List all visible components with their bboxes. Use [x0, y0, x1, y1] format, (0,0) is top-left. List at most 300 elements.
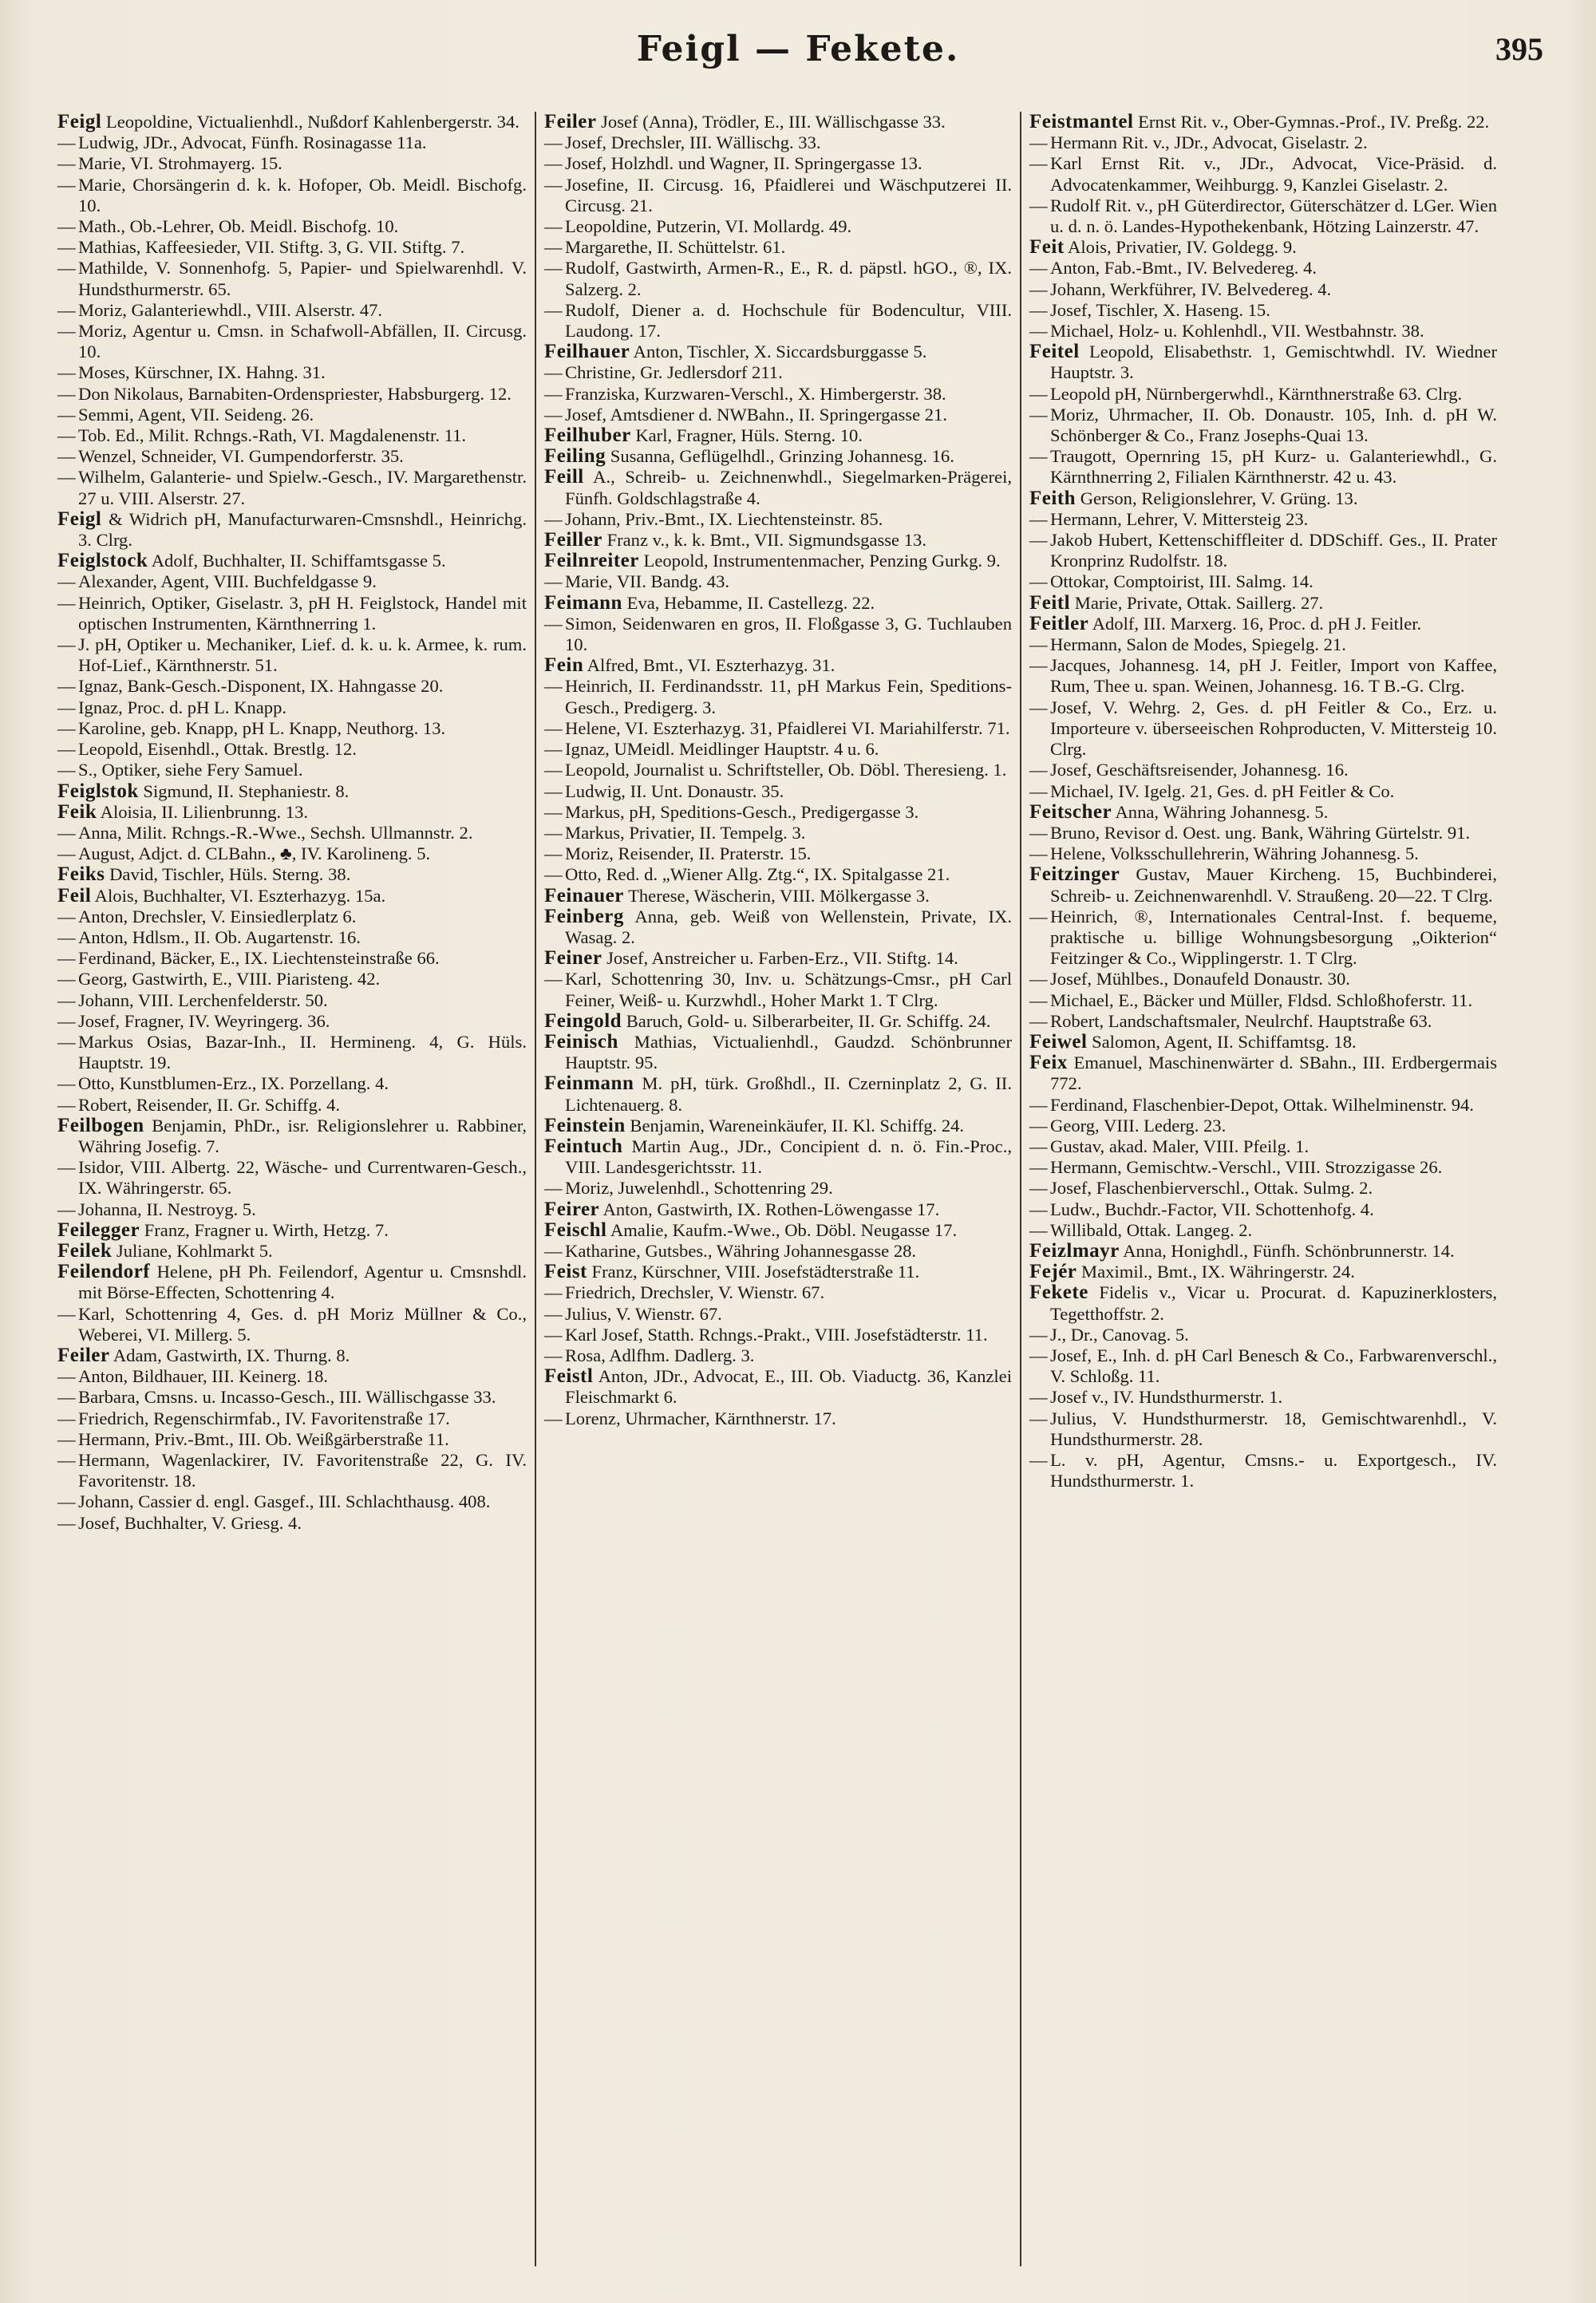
ditto-dash: — [57, 990, 76, 1010]
ditto-dash: — [57, 592, 76, 613]
directory-entry [1029, 1116, 1497, 1136]
ditto-dash: — [1029, 571, 1048, 592]
entry-surname: Feiks [57, 863, 105, 886]
entry-details: Karl Ernst Rit. v., JDr., Advocat, Vice-Präsid. d. Advocatenkammer, Weihburgg. 9, Kanzlei Giselastr. 2. [1050, 153, 1497, 195]
entry-surname: Feiner [544, 947, 602, 970]
directory-entry [57, 216, 527, 237]
ditto-dash: — [57, 969, 76, 990]
directory-entry [1029, 1136, 1497, 1157]
ditto-dash: — [1029, 634, 1048, 655]
entry-details: Rudolf, Gastwirth, Armen-R., E., R. d. päpstl. hGO., ®, IX. Salzerg. 2. [565, 258, 1012, 299]
entry-surname: Feirer [544, 1198, 600, 1220]
directory-entry [544, 300, 1012, 342]
directory-entry-headword [57, 864, 527, 885]
directory-entry [57, 1157, 527, 1199]
directory-entry [544, 760, 1012, 780]
entry-details: Karl, Fragner, Hüls. Sterng. 10. [635, 425, 863, 446]
entry-details: Gustav, akad. Maler, VIII. Pfeilg. 1. [1050, 1136, 1310, 1156]
directory-entry-headword [1029, 1241, 1497, 1262]
entry-details: Ludwig, II. Unt. Donaustr. 35. [565, 780, 784, 801]
entry-details: Ferdinand, Bäcker, E., IX. Liechtensteinstraße 66. [78, 948, 440, 969]
entry-details: Wilhelm, Galanterie- und Spielw.-Gesch., IV. Margarethenstr. 27 u. VIII. Alserstr. 27. [78, 467, 527, 508]
entry-details: Julius, V. Hundsthurmerstr. 18, Gemischtwarenhdl., V. Hundsthurmerstr. 28. [1050, 1408, 1497, 1449]
ditto-dash: — [1029, 655, 1048, 676]
entry-surname: Feinstein [544, 1114, 626, 1136]
ditto-dash: — [1029, 780, 1048, 801]
entry-details: Josef, Tischler, X. Haseng. 15. [1050, 299, 1270, 320]
directory-entry [544, 571, 1012, 592]
entry-details: Ernst Rit. v., Ober-Gymnas.-Prof., IV. Preßg. 22. [1138, 112, 1490, 132]
entry-details: Josef, Flaschenbierverschl., Ottak. Sulmg. 2. [1050, 1178, 1373, 1199]
entry-details: Karl, Schottenring 30, Inv. u. Schätzungs-Cmsr., pH Carl Feiner, Weiß- u. Kurzwhdl., Hoher Markt 1. T Clrg. [565, 969, 1012, 1010]
entry-surname: Feintuch [544, 1135, 623, 1157]
directory-entry [57, 593, 527, 634]
entry-details: Ferdinand, Flaschenbier-Depot, Ottak. Wilhelminenstr. 94. [1050, 1094, 1474, 1115]
directory-entry [1029, 384, 1497, 405]
directory-entry-headword [1029, 1053, 1497, 1094]
entry-details: Marie, VI. Strohmayerg. 15. [78, 153, 282, 174]
directory-entry [544, 153, 1012, 174]
entry-details: Traugott, Opernring 15, pH Kurz- u. Galanteriewhdl., G. Kärnthnerring 2, Filialen Kärnthnerstr. 42 u. 43. [1050, 446, 1497, 488]
ditto-dash: — [57, 822, 76, 843]
directory-entry [1029, 760, 1497, 780]
directory-entry [57, 237, 527, 258]
directory-entry [57, 760, 527, 780]
entry-details: S., Optiker, siehe Fery Samuel. [78, 760, 303, 780]
entry-details: Marie, VII. Bandg. 43. [565, 571, 730, 592]
entry-details: Leopoldine, Victualienhdl., Nußdorf Kahlenbergerstr. 34. [105, 112, 519, 132]
ditto-dash: — [57, 1199, 76, 1219]
directory-entry [1029, 405, 1497, 446]
ditto-dash: — [1029, 1408, 1048, 1428]
ditto-dash: — [1029, 258, 1048, 278]
ditto-dash: — [544, 843, 563, 864]
directory-entry [57, 467, 527, 508]
entry-details: Moriz, Reisender, II. Praterstr. 15. [565, 843, 812, 864]
entry-details: Mathias, Victualienhdl., Gaudzd. Schönbrunner Hauptstr. 95. [565, 1031, 1012, 1073]
entry-surname: Feiglstock [57, 550, 148, 572]
ditto-dash: — [544, 216, 563, 237]
entry-details: Leopold pH, Nürnbergerwhdl., Kärnthnerstraße 63. Clrg. [1050, 383, 1463, 404]
entry-details: Marie, Private, Ottak. Saillerg. 27. [1074, 592, 1324, 613]
entry-surname: Feingold [544, 1009, 622, 1032]
directory-entry-headword [57, 112, 527, 132]
ditto-dash: — [544, 1324, 563, 1345]
entry-surname: Feiler [57, 1344, 110, 1366]
entry-details: Ignaz, UMeidl. Meidlinger Hauptstr. 4 u. 6. [565, 739, 879, 760]
directory-entry [544, 509, 1012, 530]
directory-entry [544, 1241, 1012, 1262]
entry-details: A., Schreib- u. Zeichnenwhdl., Siegelmarken-Prägerei, Fünfh. Goldschlagstraße 4. [565, 467, 1012, 508]
ditto-dash: — [1029, 1115, 1048, 1136]
ditto-dash: — [57, 1031, 76, 1052]
ditto-dash: — [1029, 383, 1048, 404]
entry-details: Michael, E., Bäcker und Müller, Fldsd. Schloßhoferstr. 11. [1050, 990, 1473, 1010]
entry-details: Adolf, III. Marxerg. 16, Proc. d. pH J. Feitler. [1092, 613, 1422, 634]
directory-entry [1029, 823, 1497, 843]
ditto-dash: — [1029, 1324, 1048, 1345]
entry-details: Heinrich, II. Ferdinandsstr. 11, pH Markus Fein, Speditions-Gesch., Predigerg. 3. [565, 676, 1012, 717]
entry-details: Georg, Gastwirth, E., VIII. Piaristeng. 42. [78, 969, 381, 990]
ditto-dash: — [57, 571, 76, 592]
entry-surname: Feith [1029, 487, 1077, 509]
directory-entry [1029, 571, 1497, 592]
entry-details: Heinrich, ®, Internationales Central-Inst. f. bequeme, praktische u. billige Wohnungsbesorgung „Oikterion“ Feitzinger & Co., Wipplingerstr. 1. T Clrg. [1050, 906, 1497, 969]
entry-details: Leopold, Eisenhdl., Ottak. Brestlg. 12. [78, 739, 357, 760]
entry-details: Wenzel, Schneider, VI. Gumpendorferstr. 35. [78, 446, 404, 467]
entry-details: Ignaz, Proc. d. pH L. Knapp. [78, 697, 287, 717]
entry-surname: Feimann [544, 591, 622, 614]
entry-details: Rosa, Adlfhm. Dadlerg. 3. [565, 1345, 755, 1365]
directory-entry [57, 1450, 527, 1491]
ditto-dash: — [544, 362, 563, 383]
ditto-dash: — [1029, 822, 1048, 843]
ditto-dash: — [1029, 843, 1048, 864]
ditto-dash: — [57, 948, 76, 969]
directory-entry [57, 739, 527, 760]
entry-surname: Feik [57, 800, 97, 823]
directory-entry-headword [1029, 342, 1497, 383]
directory-entry [544, 1304, 1012, 1325]
directory-entry [1029, 132, 1497, 153]
entry-surname: Feiller [544, 529, 602, 551]
directory-entry [57, 405, 527, 425]
ditto-dash: — [544, 613, 563, 634]
directory-entry [544, 1282, 1012, 1303]
entry-details: Otto, Red. d. „Wiener Allg. Ztg.“, IX. Spitalgasse 21. [565, 864, 950, 885]
ditto-dash: — [1029, 1387, 1048, 1408]
directory-entry-headword [544, 1366, 1012, 1408]
directory-entry [544, 405, 1012, 425]
directory-entry-headword [544, 112, 1012, 132]
ditto-dash: — [57, 1010, 76, 1031]
directory-entry [57, 907, 527, 927]
entry-details: Semmi, Agent, VII. Seideng. 26. [78, 404, 314, 425]
ditto-dash: — [1029, 760, 1048, 780]
entry-details: Julius, V. Wienstr. 67. [565, 1303, 722, 1324]
entry-details: Moriz, Uhrmacher, II. Ob. Donaustr. 105, Inh. d. pH W. Schönberger & Co., Franz Josephs-Quai 13. [1050, 404, 1497, 446]
directory-entry [1029, 446, 1497, 488]
entry-details: Georg, VIII. Lederg. 23. [1050, 1115, 1227, 1136]
entry-surname: Feitscher [1029, 800, 1112, 823]
entry-details: Hermann, Priv.-Bmt., III. Ob. Weißgärberstraße 11. [78, 1428, 449, 1449]
entry-surname: Fein [544, 654, 584, 677]
entry-details: Maximil., Bmt., IX. Währingerstr. 24. [1081, 1262, 1355, 1282]
entry-details: Josef, Drechsler, III. Wällischg. 33. [565, 132, 821, 153]
ditto-dash: — [57, 467, 76, 488]
entry-surname: Fejér [1029, 1261, 1077, 1283]
entry-details: Johann, VIII. Lerchenfelderstr. 50. [78, 990, 328, 1010]
directory-entry-headword [544, 342, 1012, 362]
ditto-dash: — [57, 1094, 76, 1115]
entry-details: Josef, Amtsdiener d. NWBahn., II. Springergasse 21. [565, 404, 947, 425]
entry-surname: Fekete [1029, 1282, 1088, 1304]
ditto-dash: — [544, 174, 563, 195]
directory-entry-headword [544, 425, 1012, 446]
entry-details: Sigmund, II. Stephaniestr. 8. [143, 780, 350, 801]
ditto-dash: — [544, 1282, 563, 1303]
entry-surname: Feit [1029, 236, 1065, 259]
ditto-dash: — [57, 404, 76, 425]
ditto-dash: — [544, 822, 563, 843]
directory-entry-headword [544, 1220, 1012, 1241]
ditto-dash: — [57, 760, 76, 780]
entry-surname: Feilegger [57, 1219, 140, 1241]
directory-entry [1029, 530, 1497, 571]
entry-surname: Feitel [1029, 341, 1080, 363]
entry-details: Bruno, Revisor d. Oest. ung. Bank, Währing Gürtelstr. 91. [1050, 822, 1471, 843]
directory-entry-headword [544, 1116, 1012, 1136]
entry-details: J., Dr., Canovag. 5. [1050, 1324, 1189, 1345]
directory-entry [57, 1032, 527, 1073]
directory-entry-headword [544, 467, 1012, 508]
ditto-dash: — [57, 299, 76, 320]
ditto-dash: — [544, 1408, 563, 1428]
directory-entry [1029, 1450, 1497, 1491]
entry-details: Gerson, Religionslehrer, V. Grüng. 13. [1080, 488, 1358, 508]
directory-entry-headword [1029, 614, 1497, 634]
entry-details: Hermann, Salon de Modes, Spiegelg. 21. [1050, 634, 1346, 655]
ditto-dash: — [544, 801, 563, 822]
entry-surname: Feigl [57, 508, 102, 530]
entry-details: Robert, Reisender, II. Gr. Schiffg. 4. [78, 1094, 341, 1115]
entry-surname: Feizlmayr [1029, 1239, 1120, 1262]
ditto-dash: — [1029, 1010, 1048, 1031]
entry-details: Isidor, VIII. Albertg. 22, Wäsche- und Currentwaren-Gesch., IX. Währingerstr. 65. [78, 1157, 527, 1199]
directory-entry [57, 823, 527, 843]
directory-entry [1029, 1178, 1497, 1199]
directory-entry-headword [544, 1199, 1012, 1220]
ditto-dash: — [1029, 1345, 1048, 1365]
entry-details: Hermann, Lehrer, V. Mittersteig 23. [1050, 508, 1309, 529]
directory-entry [544, 175, 1012, 216]
ditto-dash: — [544, 404, 563, 425]
ditto-dash: — [1029, 1094, 1048, 1115]
directory-entry-headword [1029, 112, 1497, 132]
ditto-dash: — [544, 299, 563, 320]
entry-surname: Feilbogen [57, 1114, 144, 1136]
directory-entry [544, 781, 1012, 802]
directory-entry [57, 676, 527, 697]
ditto-dash: — [57, 906, 76, 926]
entry-surname: Feilnreiter [544, 550, 639, 572]
directory-entry [1029, 697, 1497, 760]
entry-surname: Feistmantel [1029, 112, 1134, 132]
directory-entry-headword [544, 886, 1012, 907]
ditto-dash: — [57, 1073, 76, 1094]
directory-entry [1029, 1325, 1497, 1345]
ditto-dash: — [544, 237, 563, 258]
entry-details: Anna, Währing Johannesg. 5. [1115, 801, 1329, 822]
entry-details: Leopold, Journalist u. Schriftsteller, Ob. Döbl. Theresieng. 1. [565, 760, 1007, 780]
entry-details: Alois, Buchhalter, VI. Eszterhazyg. 15a. [94, 885, 386, 906]
directory-entry [544, 384, 1012, 405]
entry-details: Rudolf Rit. v., pH Güterdirector, Güterschätzer d. LGer. Wien u. d. n. ö. Landes-Hypothekenbank, Hötzing Lainzerstr. 47. [1050, 195, 1497, 237]
ditto-dash: — [1029, 508, 1048, 529]
entry-details: Fidelis v., Vicar u. Procurat. d. Kapuzinerklosters, Tegetthoffstr. 2. [1050, 1282, 1497, 1324]
directory-entry [1029, 1199, 1497, 1220]
entry-details: Salomon, Agent, II. Schiffamtsg. 18. [1092, 1031, 1357, 1052]
ditto-dash: — [544, 969, 563, 990]
ditto-dash: — [1029, 530, 1048, 551]
directory-entry [544, 1408, 1012, 1429]
entry-surname: Feiling [544, 445, 606, 468]
entry-details: Mathias, Kaffeesieder, VII. Stiftg. 3, G. VII. Stiftg. 7. [78, 237, 465, 258]
ditto-dash: — [57, 174, 76, 195]
entry-details: Hermann, Wagenlackirer, IV. Favoritenstraße 22, G. IV. Favoritenstr. 18. [78, 1450, 527, 1491]
ditto-dash: — [57, 1512, 76, 1533]
directory-entry [57, 446, 527, 467]
directory-entry [1029, 300, 1497, 321]
ditto-dash: — [57, 1491, 76, 1512]
directory-entry-headword [57, 551, 527, 571]
entry-details: Franz, Fragner u. Wirth, Hetzg. 7. [144, 1219, 389, 1240]
directory-entry [57, 571, 527, 592]
directory-entry-headword [544, 530, 1012, 551]
entry-details: Franziska, Kurzwaren-Verschl., X. Himbergerstr. 38. [565, 383, 946, 404]
ditto-dash: — [57, 1366, 76, 1387]
ditto-dash: — [1029, 990, 1048, 1010]
directory-entry [1029, 781, 1497, 802]
ditto-dash: — [1029, 132, 1048, 153]
ditto-dash: — [57, 258, 76, 278]
entry-details: Alexander, Agent, VIII. Buchfeldgasse 9. [78, 571, 377, 592]
entry-surname: Feitler [1029, 612, 1089, 634]
ditto-dash: — [544, 1303, 563, 1324]
directory-entry [57, 1513, 527, 1534]
entry-surname: Feist [544, 1261, 587, 1283]
running-title: Feigl — Fekete. [636, 29, 960, 69]
ditto-dash: — [57, 425, 76, 446]
ditto-dash: — [1029, 153, 1048, 174]
entry-details: Josef, Geschäftsreisender, Johannesg. 16. [1050, 760, 1349, 780]
directory-entry [1029, 655, 1497, 697]
entry-details: Tob. Ed., Milit. Rchngs.-Rath, VI. Magdalenenstr. 11. [78, 425, 467, 446]
entry-details: Moriz, Juwelenhdl., Schottenring 29. [565, 1178, 833, 1199]
entry-details: Therese, Wäscherin, VIII. Mölkergasse 3. [628, 885, 930, 906]
directory-entry-headword [1029, 237, 1497, 258]
entry-details: Markus, pH, Speditions-Gesch., Predigergasse 3. [565, 801, 919, 822]
directory-entry-headword [1029, 1262, 1497, 1282]
ditto-dash: — [544, 571, 563, 592]
directory-entry [57, 132, 527, 153]
ditto-dash: — [1029, 446, 1048, 467]
entry-details: Benjamin, Wareneinkäufer, II. Kl. Schiffg. 24. [630, 1115, 965, 1136]
entry-surname: Feinberg [544, 905, 624, 927]
entry-details: Benjamin, PhDr., isr. Religionslehrer u. Rabbiner, Währing Josefig. 7. [78, 1115, 527, 1156]
entry-details: Michael, IV. Igelg. 21, Ges. d. pH Feitler & Co. [1050, 780, 1395, 801]
ditto-dash: — [57, 383, 76, 404]
directory-entry-headword [544, 1032, 1012, 1073]
ditto-dash: — [1029, 969, 1048, 990]
ditto-dash: — [1029, 1199, 1048, 1219]
entry-details: Josef, Fragner, IV. Weyringerg. 36. [78, 1010, 330, 1031]
directory-entry [57, 969, 527, 990]
entry-details: Josef, E., Inh. d. pH Carl Benesch & Co., Farbwarenverschl., V. Schloßg. 11. [1050, 1345, 1497, 1387]
entry-details: Eva, Hebamme, II. Castellezg. 22. [626, 592, 875, 613]
ditto-dash: — [1029, 404, 1048, 425]
directory-entry [544, 676, 1012, 717]
column-2 [535, 112, 1020, 2266]
entry-details: Katharine, Gutsbes., Währing Johannesgasse 28. [565, 1240, 917, 1261]
entry-details: Hermann Rit. v., JDr., Advocat, Giselastr. 2. [1050, 132, 1368, 153]
entry-details: Markus, Privatier, II. Tempelg. 3. [565, 822, 806, 843]
entry-details: Anton, JDr., Advocat, E., III. Ob. Viaductg. 36, Kanzlei Fleischmarkt 6. [565, 1366, 1012, 1408]
entry-details: Alois, Privatier, IV. Goldegg. 9. [1068, 237, 1297, 258]
entry-details: Heinrich, Optiker, Giselastr. 3, pH H. Feiglstock, Handel mit optischen Instrumenten, Kärnthnerring 1. [78, 592, 527, 634]
ditto-dash: — [57, 237, 76, 258]
directory-entry-headword [544, 655, 1012, 676]
directory-entry-headword [544, 1262, 1012, 1282]
directory-entry [1029, 279, 1497, 300]
directory-entry [1029, 153, 1497, 195]
entry-details: Leopold, Instrumentenmacher, Penzing Gurkg. 9. [643, 551, 1001, 571]
entry-details: Emanuel, Maschinenwärter d. SBahn., III. Erdbergermais 772. [1050, 1053, 1497, 1094]
entry-details: Johann, Werkführer, IV. Belvedereg. 4. [1050, 278, 1332, 299]
ditto-dash: — [1029, 1157, 1048, 1178]
directory-entry [544, 969, 1012, 1010]
directory-entry [57, 362, 527, 383]
entry-details: Margarethe, II. Schüttelstr. 61. [565, 237, 786, 258]
directory-entry [57, 697, 527, 718]
directory-entry [1029, 990, 1497, 1011]
directory-entry-headword [57, 781, 527, 802]
entry-details: Karl Josef, Statth. Rchngs.-Prakt., VIII. Josefstädterstr. 11. [565, 1324, 988, 1345]
entry-details: Karoline, geb. Knapp, pH L. Knapp, Neuthorg. 13. [78, 717, 446, 738]
ditto-dash: — [57, 1387, 76, 1408]
ditto-dash: — [57, 362, 76, 383]
entry-details: Johann, Priv.-Bmt., IX. Liechtensteinstr. 85. [565, 508, 883, 529]
ditto-dash: — [57, 676, 76, 697]
ditto-dash: — [57, 1428, 76, 1449]
ditto-dash: — [1029, 278, 1048, 299]
entry-details: Johanna, II. Nestroyg. 5. [78, 1199, 256, 1219]
directory-entry [1029, 1011, 1497, 1032]
entry-details: Josefine, II. Circusg. 16, Pfaidlerei und Wäschputzerei II. Circusg. 21. [565, 174, 1012, 215]
directory-entry [544, 258, 1012, 299]
ditto-dash: — [57, 1408, 76, 1428]
entry-surname: Feinauer [544, 884, 624, 907]
entry-details: Juliane, Kohlmarkt 5. [116, 1240, 273, 1261]
directory-entry [57, 1366, 527, 1387]
ditto-dash: — [544, 780, 563, 801]
ditto-dash: — [1029, 299, 1048, 320]
directory-entry [544, 1325, 1012, 1345]
directory-entry [1029, 634, 1497, 655]
entry-details: Anton, Gastwirth, IX. Rothen-Löwengasse 17. [602, 1199, 940, 1219]
entry-details: Gustav, Mauer Kircheng. 15, Buchbinderei, Schreib- u. Zeichnenwarenhdl. V. Straußeng. 20—22. T Clrg. [1050, 864, 1497, 906]
directory-entry-headword [544, 948, 1012, 969]
directory-entry [544, 802, 1012, 823]
entry-details: Ludw., Buchdr.-Factor, VII. Schottenhofg. 4. [1050, 1199, 1374, 1219]
directory-entry-headword [544, 1011, 1012, 1032]
directory-entry [57, 1304, 527, 1345]
directory-entry [544, 237, 1012, 258]
directory-entry [1029, 843, 1497, 864]
entry-details: Alfred, Bmt., VI. Eszterhazyg. 31. [587, 655, 836, 676]
entry-surname: Feil [57, 884, 92, 907]
directory-entry [57, 634, 527, 676]
directory-entry-headword [1029, 1032, 1497, 1053]
entry-details: Susanna, Geflügelhdl., Grinzing Johannesg. 16. [610, 446, 954, 467]
entry-surname: Feinisch [544, 1030, 618, 1053]
entry-details: Friedrich, Regenschirmfab., IV. Favoritenstraße 17. [78, 1408, 450, 1428]
entry-details: Baruch, Gold- u. Silberarbeiter, II. Gr. Schiffg. 24. [626, 1010, 991, 1031]
entry-surname: Feix [1029, 1052, 1068, 1074]
entry-details: Leopoldine, Putzerin, VI. Mollardg. 49. [565, 216, 852, 237]
entry-details: Josef (Anna), Trödler, E., III. Wällischgasse 33. [601, 112, 946, 132]
entry-details: Anna, Milit. Rchngs.-R.-Wwe., Sechsh. Ullmannstr. 2. [78, 822, 473, 843]
